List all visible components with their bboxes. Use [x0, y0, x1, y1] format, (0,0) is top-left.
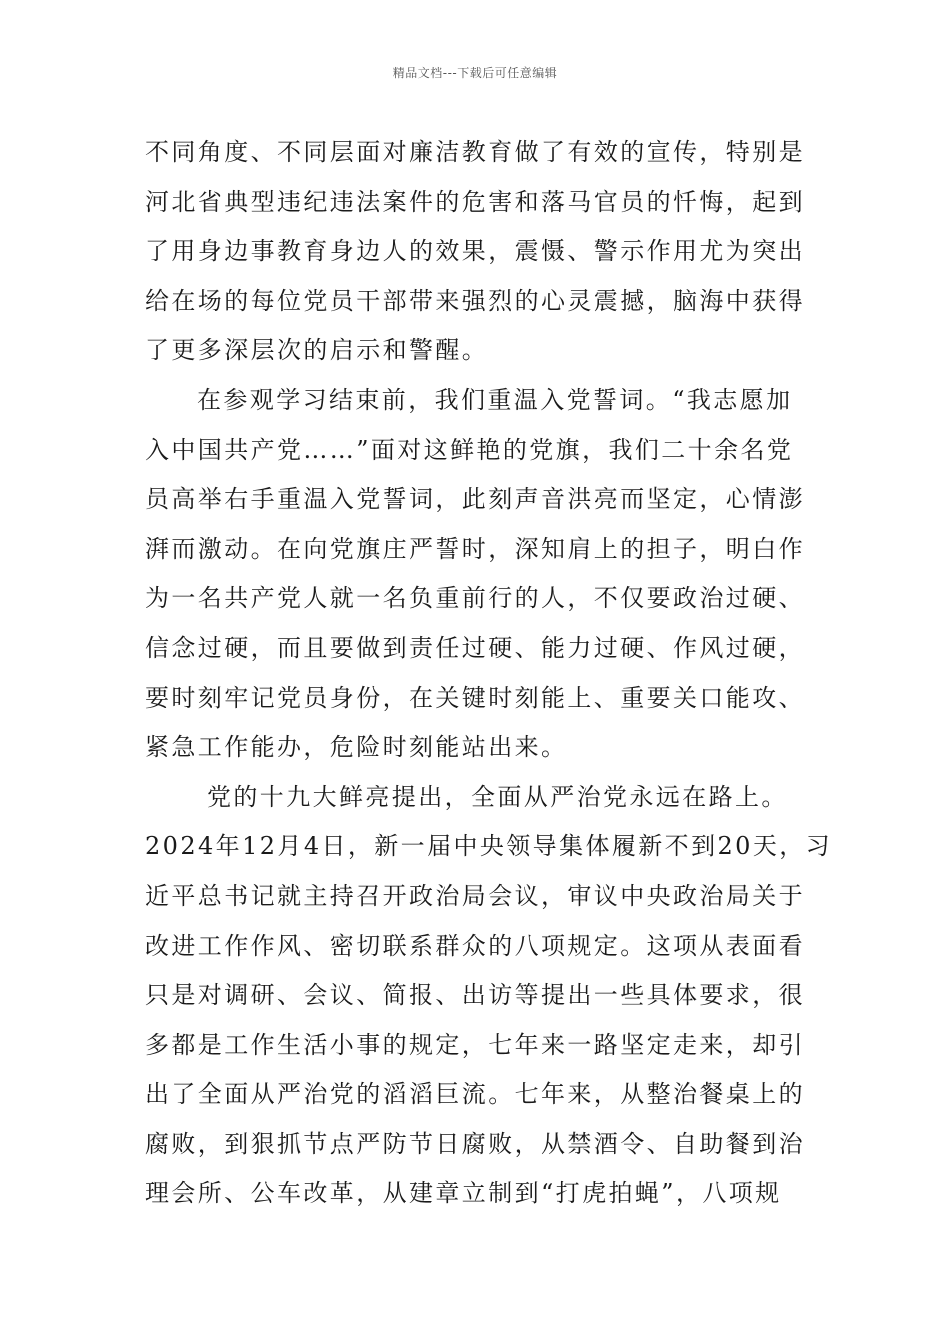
text-line: 2024年12月4日，新一届中央领导集体履新不到20天，习 — [145, 832, 833, 861]
text-line: 给在场的每位党员干部带来强烈的心灵震撼，脑海中获得 — [145, 286, 805, 315]
text-line: 要时刻牢记党员身份，在关键时刻能上、重要关口能攻、 — [145, 683, 805, 712]
text-line: 员高举右手重温入党誓词，此刻声音洪亮而坚定，心情澎 — [145, 485, 805, 514]
text-line: 信念过硬，而且要做到责任过硬、能力过硬、作风过硬， — [145, 633, 805, 662]
text-line: 了用身边事教育身边人的效果，震慑、警示作用尤为突出 — [145, 237, 805, 266]
text-line: 出了全面从严治党的滔滔巨流。七年来，从整治餐桌上的 — [145, 1080, 805, 1109]
text-line: 入中国共产党……”面对这鲜艳的党旗，我们二十余名党 — [145, 435, 794, 464]
document-body — [145, 128, 833, 1219]
text-line: 为一名共产党人就一名负重前行的人，不仅要政治过硬、 — [145, 584, 805, 613]
page-header: 精品文档---下载后可任意编辑 — [392, 66, 558, 80]
text-line: 河北省典型违纪违法案件的危害和落马官员的忏悔，起到 — [145, 187, 805, 216]
text-line: 湃而激动。在向党旗庄严誓时，深知肩上的担子，明白作 — [145, 534, 805, 563]
text-line: 多都是工作生活小事的规定，七年来一路坚定走来，却引 — [145, 1030, 805, 1059]
paragraph-first-line: 党的十九大鲜亮提出，全面从严治党永远在路上。 — [207, 782, 788, 811]
text-line: 改进工作作风、密切联系群众的八项规定。这项从表面看 — [145, 931, 805, 960]
text-line: 近平总书记就主持召开政治局会议，审议中央政治局关于 — [145, 881, 805, 910]
text-line: 紧急工作能办，危险时刻能站出来。 — [145, 733, 568, 762]
text-line: 腐败，到狠抓节点严防节日腐败，从禁酒令、自助餐到治 — [145, 1129, 805, 1158]
text-line: 了更多深层次的启示和警醒。 — [145, 336, 489, 365]
paragraph-first-line: 在参观学习结束前，我们重温入党誓词。“我志愿加 — [197, 385, 793, 414]
text-line: 理会所、公车改革，从建章立制到“打虎拍蝇”，八项规 — [145, 1179, 782, 1208]
text-line: 只是对调研、会议、简报、出访等提出一些具体要求，很 — [145, 981, 805, 1010]
text-line: 不同角度、不同层面对廉洁教育做了有效的宣传，特别是 — [145, 138, 805, 166]
